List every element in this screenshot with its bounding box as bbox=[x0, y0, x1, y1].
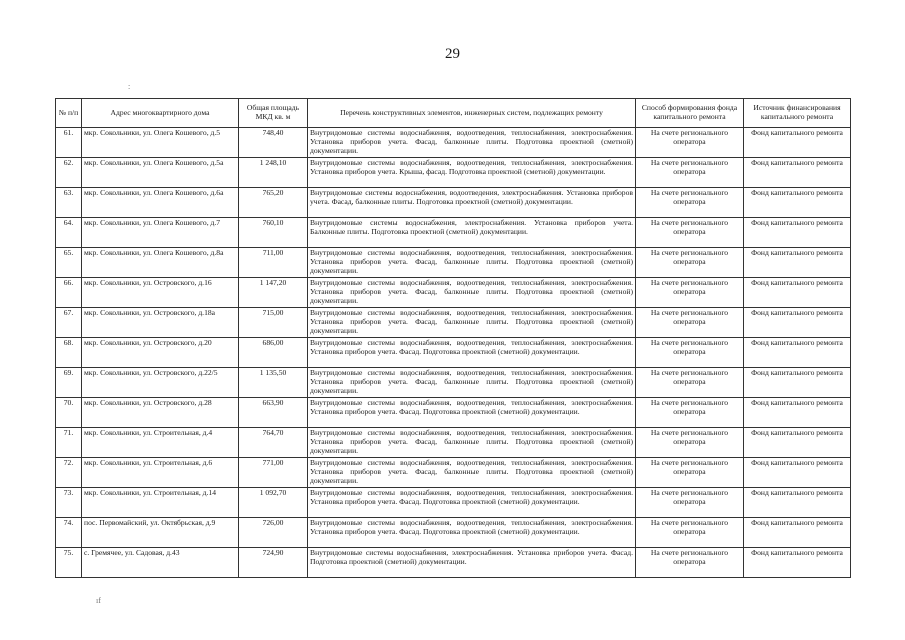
row-method: На счете регионального оператора bbox=[636, 338, 744, 368]
row-works: Внутридомовые системы водоснабжения, электроснабжения. Установка приборов учета. Балконные плиты. Подготовка проектной (сметной) документации. bbox=[308, 218, 636, 248]
row-source: Фонд капитального ремонта bbox=[744, 218, 851, 248]
row-source: Фонд капитального ремонта bbox=[744, 548, 851, 578]
scan-mark: ıf bbox=[96, 596, 101, 605]
row-method: На счете регионального оператора bbox=[636, 278, 744, 308]
table-row bbox=[56, 488, 851, 518]
table-row bbox=[56, 548, 851, 578]
row-area: 726,00 bbox=[239, 518, 308, 548]
row-number: 64. bbox=[56, 218, 82, 248]
table-row bbox=[56, 218, 851, 248]
row-works: Внутридомовые системы водоснабжения, водоотведения, теплоснабжения, электроснабжения. Установка приборов учета. Фасад, балконные плиты. Подготовка проектной (сметной) документации. bbox=[308, 368, 636, 398]
row-number: 66. bbox=[56, 278, 82, 308]
row-number: 70. bbox=[56, 398, 82, 428]
row-number: 72. bbox=[56, 458, 82, 488]
header-source: Источник финансирования капитального ремонта bbox=[744, 99, 851, 128]
table-row bbox=[56, 128, 851, 158]
row-works: Внутридомовые системы водоснабжения, водоотведения, теплоснабжения, электроснабжения. Установка приборов учета. Фасад. Подготовка проектной (сметной) документации. bbox=[308, 398, 636, 428]
table-row bbox=[56, 428, 851, 458]
row-works: Внутридомовые системы водоснабжения, водоотведения, теплоснабжения, электроснабжения. Установка приборов учета. Фасад, балконные плиты. Подготовка проектной (сметной) документации. bbox=[308, 278, 636, 308]
row-area: 715,00 bbox=[239, 308, 308, 338]
row-method: На счете регионального оператора bbox=[636, 188, 744, 218]
header-method: Способ формирования фонда капитального ремонта bbox=[636, 99, 744, 128]
row-method: На счете регионального оператора bbox=[636, 428, 744, 458]
row-address: мкр. Сокольники, ул. Островского, д.28 bbox=[82, 398, 239, 428]
row-works: Внутридомовые системы водоснабжения, водоотведения, теплоснабжения, электроснабжения. Установка приборов учета. Крыша, фасад. Подготовка проектной (сметной) документации. bbox=[308, 158, 636, 188]
header-works: Перечень конструктивных элементов, инженерных систем, подлежащих ремонту bbox=[308, 99, 636, 128]
row-area: 1 248,10 bbox=[239, 158, 308, 188]
table-row bbox=[56, 158, 851, 188]
row-works: Внутридомовые системы водоснабжения, водоотведения, электроснабжения. Установка приборов учета. Фасад, балконные плиты. Подготовка проектной (сметной) документации. bbox=[308, 188, 636, 218]
row-address: мкр. Сокольники, ул. Островского, д.22/5 bbox=[82, 368, 239, 398]
table-row bbox=[56, 368, 851, 398]
row-works: Внутридомовые системы водоснабжения, водоотведения, теплоснабжения, электроснабжения. Установка приборов учета. Фасад. Подготовка проектной (сметной) документации. bbox=[308, 488, 636, 518]
row-source: Фонд капитального ремонта bbox=[744, 278, 851, 308]
row-source: Фонд капитального ремонта bbox=[744, 248, 851, 278]
row-works: Внутридомовые системы водоснабжения, электроснабжения. Установка приборов учета. Фасад. Подготовка проектной (сметной) документации. bbox=[308, 548, 636, 578]
row-address: мкр. Сокольники, ул. Строительная, д.14 bbox=[82, 488, 239, 518]
housing-repair-table bbox=[55, 98, 851, 578]
row-number: 68. bbox=[56, 338, 82, 368]
table-row bbox=[56, 248, 851, 278]
row-number: 62. bbox=[56, 158, 82, 188]
row-area: 765,20 bbox=[239, 188, 308, 218]
table-row bbox=[56, 278, 851, 308]
row-address: мкр. Сокольники, ул. Островского, д.16 bbox=[82, 278, 239, 308]
row-source: Фонд капитального ремонта bbox=[744, 398, 851, 428]
row-area: 748,40 bbox=[239, 128, 308, 158]
row-source: Фонд капитального ремонта bbox=[744, 338, 851, 368]
table-header-row bbox=[56, 99, 851, 128]
row-source: Фонд капитального ремонта bbox=[744, 368, 851, 398]
row-address: мкр. Сокольники, ул. Островского, д.20 bbox=[82, 338, 239, 368]
row-source: Фонд капитального ремонта bbox=[744, 188, 851, 218]
row-area: 764,70 bbox=[239, 428, 308, 458]
row-method: На счете регионального оператора bbox=[636, 368, 744, 398]
row-works: Внутридомовые системы водоснабжения, водоотведения, теплоснабжения, электроснабжения. Установка приборов учета. Фасад, балконные плиты. Подготовка проектной (сметной) документации. bbox=[308, 308, 636, 338]
row-source: Фонд капитального ремонта bbox=[744, 518, 851, 548]
row-number: 67. bbox=[56, 308, 82, 338]
row-method: На счете регионального оператора bbox=[636, 248, 744, 278]
page-number: 29 bbox=[445, 46, 460, 62]
row-method: На счете регионального оператора bbox=[636, 308, 744, 338]
row-source: Фонд капитального ремонта bbox=[744, 128, 851, 158]
row-source: Фонд капитального ремонта bbox=[744, 488, 851, 518]
row-number: 61. bbox=[56, 128, 82, 158]
row-address: мкр. Сокольники, ул. Олега Кошевого, д.6а bbox=[82, 188, 239, 218]
row-address: мкр. Сокольники, ул. Строительная, д.6 bbox=[82, 458, 239, 488]
row-address: мкр. Сокольники, ул. Олега Кошевого, д.5а bbox=[82, 158, 239, 188]
row-address: с. Гремячее, ул. Садовая, д.43 bbox=[82, 548, 239, 578]
row-address: пос. Первомайский, ул. Октябрьская, д.9 bbox=[82, 518, 239, 548]
header-area: Общая площадь МКД кв. м bbox=[239, 99, 308, 128]
row-number: 69. bbox=[56, 368, 82, 398]
row-method: На счете регионального оператора bbox=[636, 488, 744, 518]
row-area: 663,90 bbox=[239, 398, 308, 428]
row-number: 63. bbox=[56, 188, 82, 218]
row-area: 1 135,50 bbox=[239, 368, 308, 398]
row-number: 74. bbox=[56, 518, 82, 548]
scan-mark: : bbox=[128, 82, 131, 91]
row-method: На счете регионального оператора bbox=[636, 518, 744, 548]
row-number: 71. bbox=[56, 428, 82, 458]
row-address: мкр. Сокольники, ул. Строительная, д.4 bbox=[82, 428, 239, 458]
row-number: 73. bbox=[56, 488, 82, 518]
row-works: Внутридомовые системы водоснабжения, водоотведения, теплоснабжения, электроснабжения. Установка приборов учета. Фасад, балконные плиты. Подготовка проектной (сметной) документации. bbox=[308, 128, 636, 158]
row-source: Фонд капитального ремонта bbox=[744, 458, 851, 488]
row-area: 760,10 bbox=[239, 218, 308, 248]
row-address: мкр. Сокольники, ул. Олега Кошевого, д.8а bbox=[82, 248, 239, 278]
row-area: 1 147,20 bbox=[239, 278, 308, 308]
row-works: Внутридомовые системы водоснабжения, водоотведения, теплоснабжения, электроснабжения. Установка приборов учета. Фасад, балконные плиты. Подготовка проектной (сметной) документации. bbox=[308, 428, 636, 458]
table-row bbox=[56, 458, 851, 488]
row-works: Внутридомовые системы водоснабжения, водоотведения, теплоснабжения, электроснабжения. Установка приборов учета. Фасад, балконные плиты. Подготовка проектной (сметной) документации. bbox=[308, 248, 636, 278]
table-row bbox=[56, 308, 851, 338]
table-row bbox=[56, 338, 851, 368]
row-method: На счете регионального оператора bbox=[636, 458, 744, 488]
row-source: Фонд капитального ремонта bbox=[744, 308, 851, 338]
table-row bbox=[56, 398, 851, 428]
row-address: мкр. Сокольники, ул. Олега Кошевого, д.5 bbox=[82, 128, 239, 158]
row-works: Внутридомовые системы водоснабжения, водоотведения, теплоснабжения, электроснабжения. Установка приборов учета. Фасад. Подготовка проектной (сметной) документации. bbox=[308, 338, 636, 368]
row-source: Фонд капитального ремонта bbox=[744, 158, 851, 188]
row-source: Фонд капитального ремонта bbox=[744, 428, 851, 458]
row-number: 65. bbox=[56, 248, 82, 278]
row-works: Внутридомовые системы водоснабжения, водоотведения, теплоснабжения, электроснабжения. Установка приборов учета. Фасад, балконные плиты. Подготовка проектной (сметной) документации. bbox=[308, 458, 636, 488]
table-row bbox=[56, 518, 851, 548]
header-num: № п/п bbox=[56, 99, 82, 128]
row-area: 711,00 bbox=[239, 248, 308, 278]
row-number: 75. bbox=[56, 548, 82, 578]
row-address: мкр. Сокольники, ул. Островского, д.18а bbox=[82, 308, 239, 338]
table-row bbox=[56, 188, 851, 218]
row-method: На счете регионального оператора bbox=[636, 128, 744, 158]
row-area: 771,00 bbox=[239, 458, 308, 488]
header-address: Адрес многоквартирного дома bbox=[82, 99, 239, 128]
row-area: 724,90 bbox=[239, 548, 308, 578]
row-works: Внутридомовые системы водоснабжения, водоотведения, теплоснабжения, электроснабжения. Установка приборов учета. Фасад. Подготовка проектной (сметной) документации. bbox=[308, 518, 636, 548]
row-area: 1 092,70 bbox=[239, 488, 308, 518]
row-area: 686,00 bbox=[239, 338, 308, 368]
row-method: На счете регионального оператора bbox=[636, 158, 744, 188]
row-method: На счете регионального оператора bbox=[636, 398, 744, 428]
row-address: мкр. Сокольники, ул. Олега Кошевого, д.7 bbox=[82, 218, 239, 248]
row-method: На счете регионального оператора bbox=[636, 548, 744, 578]
row-method: На счете регионального оператора bbox=[636, 218, 744, 248]
